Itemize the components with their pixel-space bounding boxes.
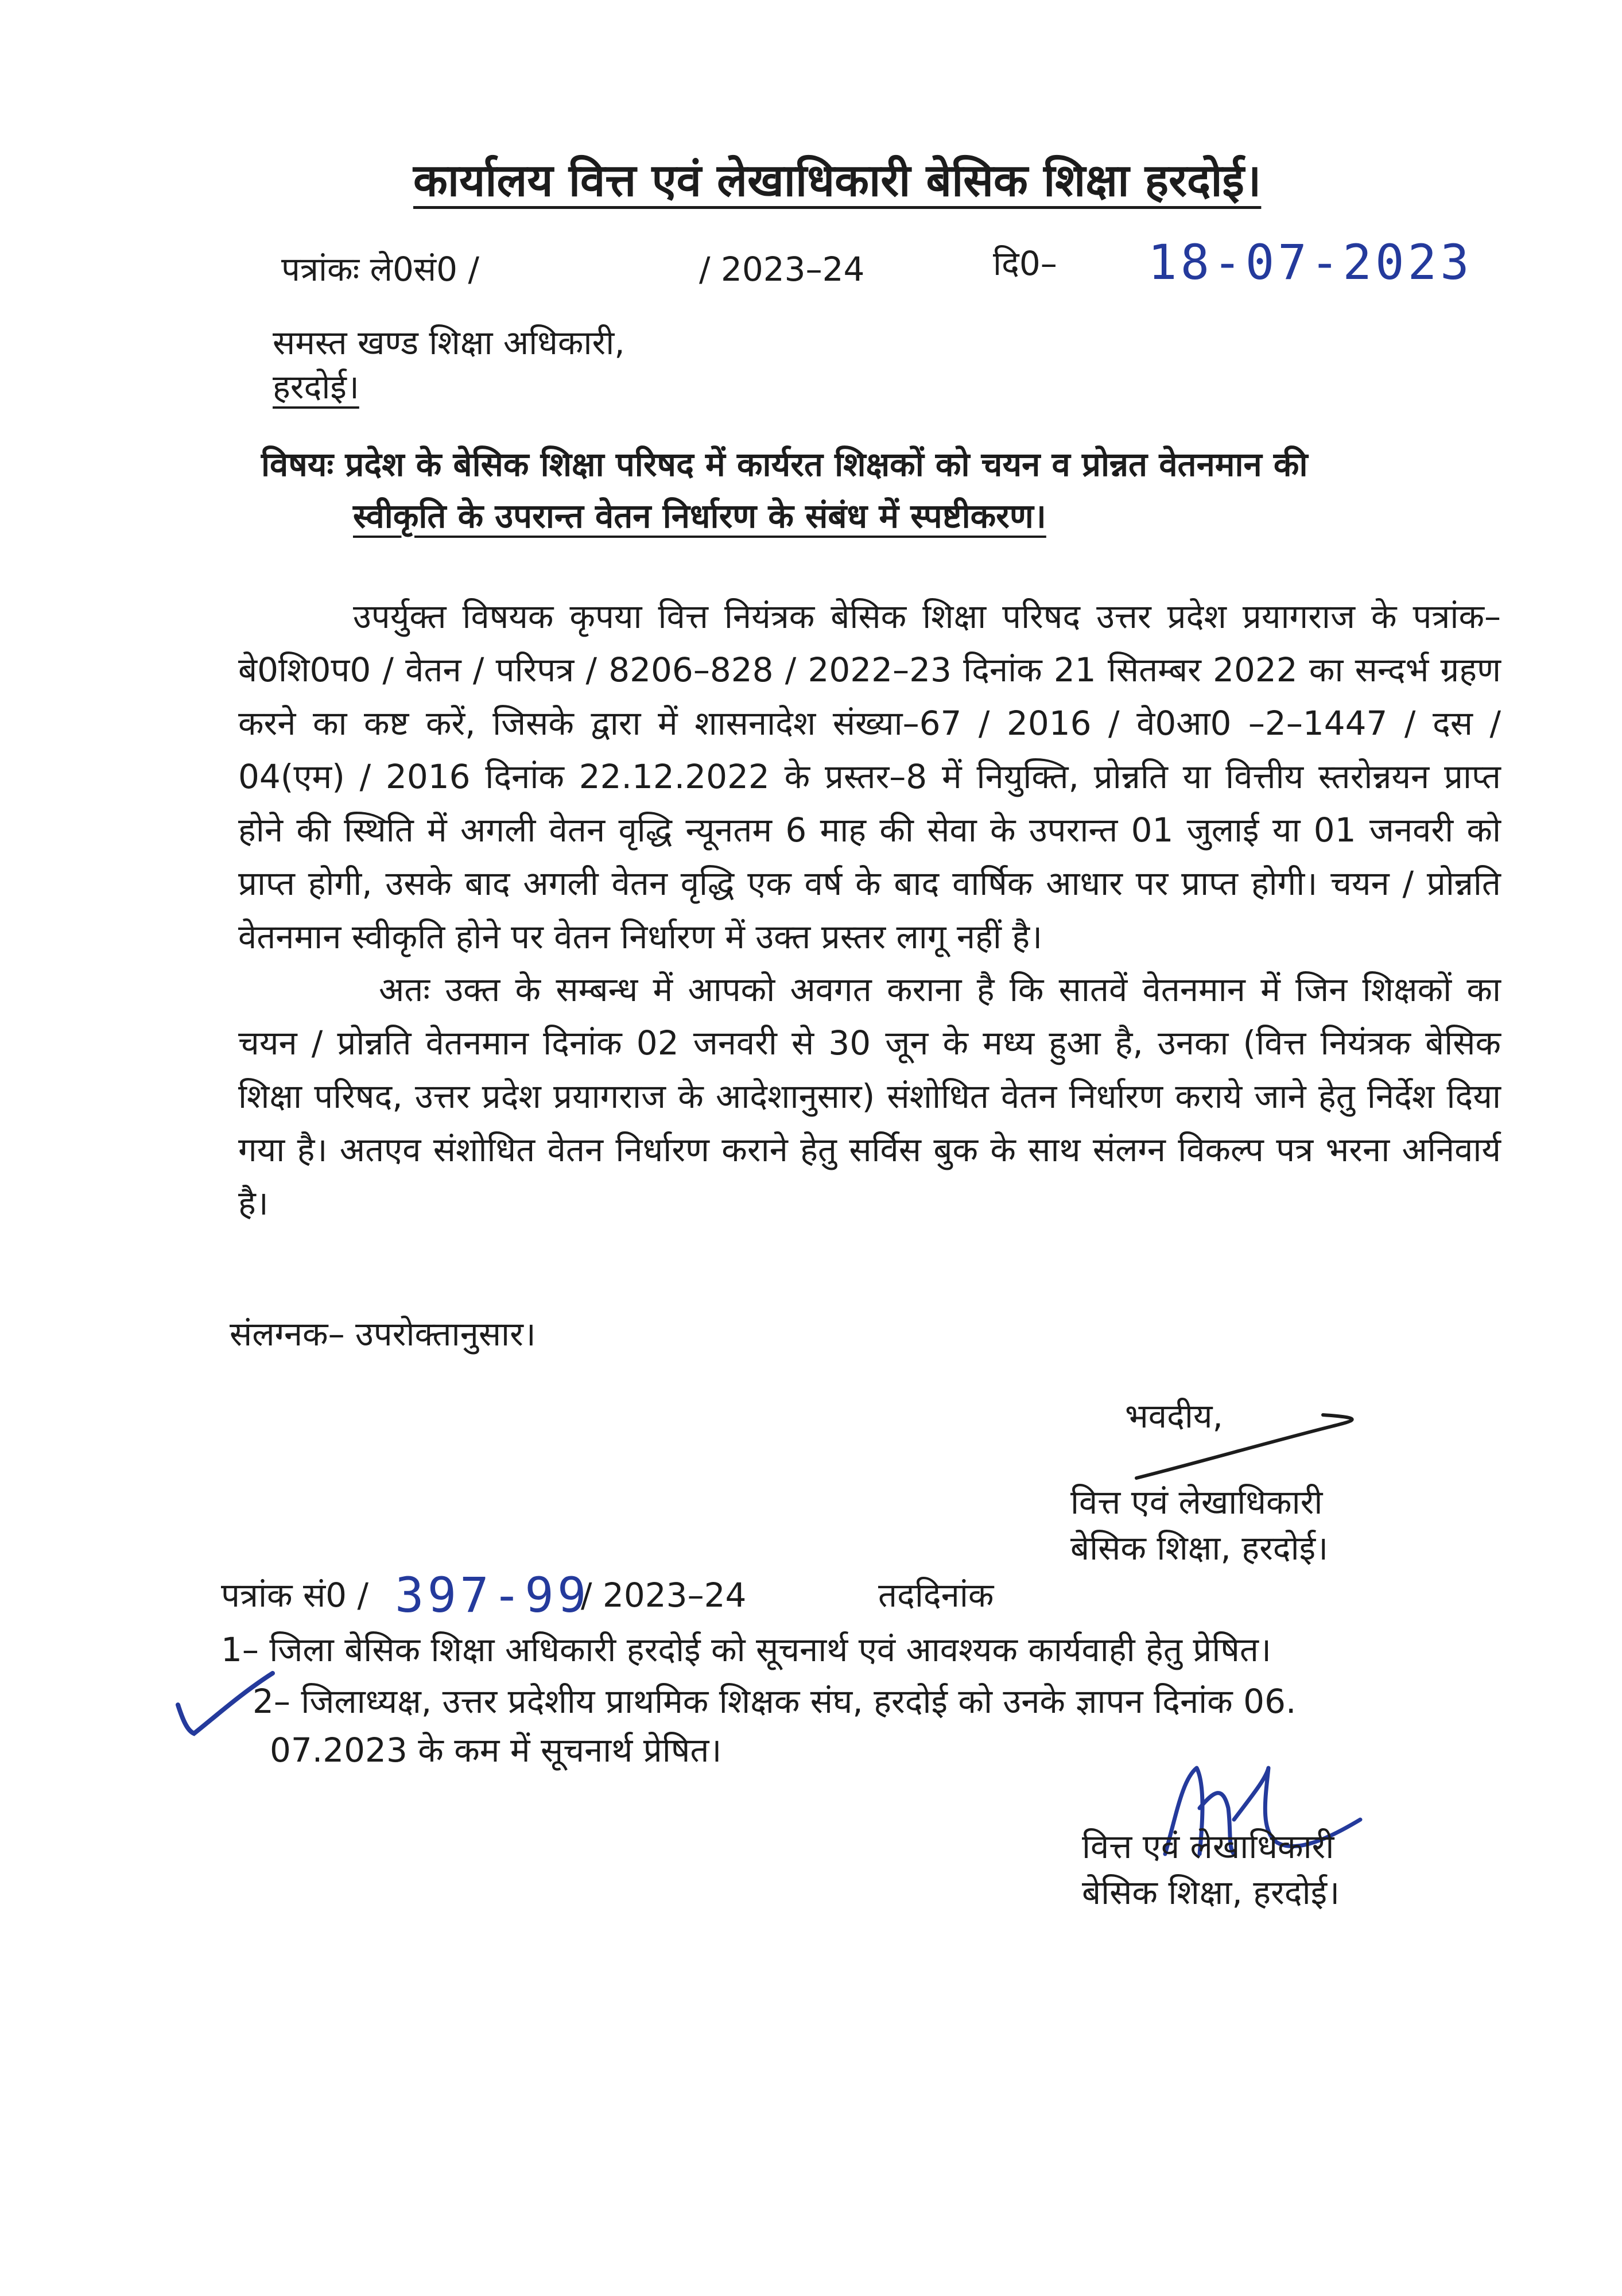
handwritten-date: 18-07-2023 — [1148, 234, 1473, 290]
subject-line1: विषयः प्रदेश के बेसिक शिक्षा परिषद में कार्यरत शिक्षकों को चयन व प्रोन्नत वेतनमान की — [261, 445, 1308, 484]
reference-prefix: पत्रांकः ले0सं0 / — [281, 250, 479, 289]
addressee-line2: हरदोई। — [273, 367, 359, 406]
copy-recipient-2-line2: 07.2023 के कम में सूचनार्थ प्रेषित। — [270, 1731, 722, 1770]
tick-mark-icon — [166, 1665, 281, 1745]
closing-salutation: भवदीय, — [1125, 1397, 1223, 1436]
enclosure-note: संलग्नक– उपरोक्तानुसार। — [230, 1314, 536, 1353]
paragraph-2-text: अतः उक्त के सम्बन्ध में आपको अवगत कराना है कि सातवें वेतनमान में जिन शिक्षकों का चयन / प्रोन्नति वेतनमान दिनांक 02 जनवरी से 30 जून के मध्य हुआ है, उनका (वित्त नियंत्रक बेसिक शिक्षा परिषद, उत्तर प्रदेश प्रयागराज के आदेशानुसार) संशोधित वेतन निर्धारण कराये जाने हेतु निर्देश दिया गया है। अतएव संशोधित वेतन निर्धारण कराने हेतु सर्विस बुक के साथ संलग्न विकल्प पत्र भरना अनिवार्य है। — [238, 970, 1501, 1223]
date-label: दि0– — [993, 244, 1057, 283]
signatory-office-1: बेसिक शिक्षा, हरदोई। — [1070, 1529, 1329, 1568]
paragraph-1-text: उपर्युक्त विषयक कृपया वित्त नियंत्रक बेसिक शिक्षा परिषद उत्तर प्रदेश प्रयागराज के पत्रांक–बे0शि0प0 / वेतन / परिपत्र / 8206–828 / 2022–23 दिनांक 21 सितम्बर 2022 का सन्दर्भ ग्रहण करने का कष्ट करें, जिसके द्वारा में शासनादेश संख्या–67 / 2016 / वे0आ0 –2–1447 / दस / 04(एम) / 2016 दिनांक 22.12.2022 के प्रस्तर–8 में नियुक्ति, प्रोन्नति या वित्तीय स्तरोन्नयन प्राप्त होने की स्थिति में अगली वेतन वृद्धि न्यूनतम 6 माह की सेवा के उपरान्त 01 जुलाई या 01 जनवरी को प्राप्त होगी, उसके बाद अगली वेतन वृद्धि एक वर्ष के बाद वार्षिक आधार पर प्राप्त होगी। चयन / प्रोन्नति वेतनमान स्वीकृति होने पर वेतन निर्धारण में उक्त प्रस्तर लागू नहीं है। — [238, 597, 1501, 956]
reference-year: / 2023–24 — [699, 250, 865, 289]
copy-reference-year: / 2023–24 — [581, 1576, 747, 1615]
signatory-designation-1: वित्त एवं लेखाधिकारी — [1070, 1483, 1323, 1522]
body-paragraph-2 — [238, 963, 1501, 1230]
copy-recipient-2-line1: 2– जिलाध्यक्ष, उत्तर प्रदेशीय प्राथमिक शिक्षक संघ, हरदोई को उनके ज्ञापन दिनांक 06. — [253, 1682, 1297, 1721]
signatory-office-2: बेसिक शिक्षा, हरदोई। — [1082, 1873, 1340, 1912]
signature-stroke-1 — [1125, 1397, 1389, 1487]
signatory-designation-2: वित्त एवं लेखाधिकारी — [1082, 1827, 1334, 1866]
handwritten-dispatch-number: 397-99 — [395, 1567, 590, 1623]
copy-date-text: तददिनांक — [878, 1576, 994, 1615]
copy-reference-prefix: पत्रांक सं0 / — [221, 1576, 369, 1615]
copy-recipient-1: 1– जिला बेसिक शिक्षा अधिकारी हरदोई को सूचनार्थ एवं आवश्यक कार्यवाही हेतु प्रेषित। — [221, 1630, 1271, 1669]
subject-line2: स्वीकृति के उपरान्त वेतन निर्धारण के संबंध में स्पष्टीकरण। — [353, 497, 1046, 536]
addressee-line1: समस्त खण्ड शिक्षा अधिकारी, — [273, 323, 625, 362]
body-paragraph-1 — [238, 590, 1501, 964]
page-title: कार्यालय वित्त एवं लेखाधिकारी बेसिक शिक्षा हरदोई। — [413, 155, 1262, 207]
